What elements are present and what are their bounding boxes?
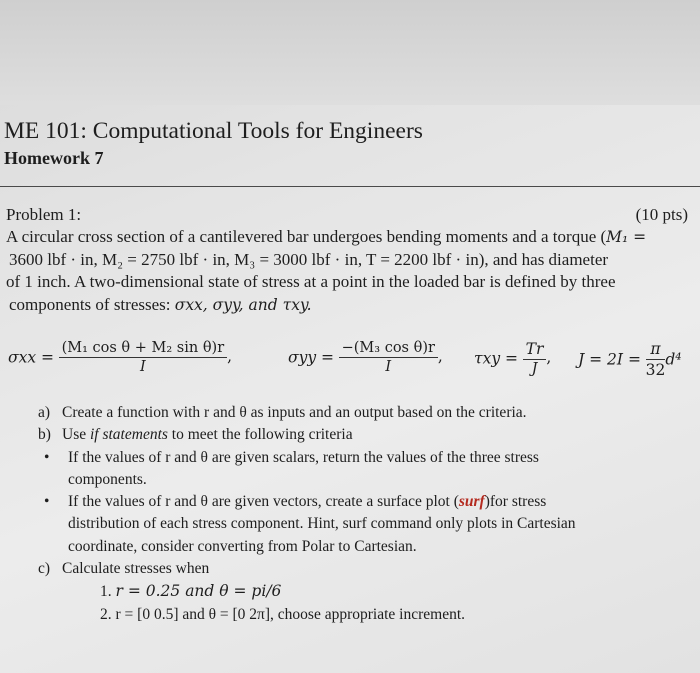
problem-points: (10 pts) <box>635 205 688 224</box>
statement-line-1: A circular cross section of a cantilevered bar undergoes bending moments and a torque (M₁ = <box>6 227 647 246</box>
course-title: ME 101: Computational Tools for Engineers <box>4 118 423 144</box>
task-b-bullet-2: • If the values of r and θ are given vectors, create a surface plot (surf)for stress <box>38 491 693 513</box>
tau-xy-denominator: J <box>531 361 538 377</box>
statement-line-2: 3600 lbf · in, M₂ = 2750 lbf · in, M₃ = 3000 lbf · in, T = 2200 lbf · in), and has diameter <box>9 249 609 269</box>
statement-line-3: of 1 inch. A two-dimensional state of stress at a point in the loaded bar is defined by three <box>6 272 616 292</box>
task-a: a) Create a function with r and θ as inputs and an output based on the criteria. <box>38 404 527 421</box>
sigma-xx-equation: σxx = $\frac{\text{(M₁ cos θ + M₂ sin θ)r}}{I}$ , <box>8 340 233 375</box>
sigma-yy-denominator: I <box>385 359 392 375</box>
task-c-item-1: 1. r = 0.25 and θ = pi/6 <box>100 582 282 601</box>
divider <box>0 186 700 187</box>
bullet-icon: • <box>44 448 50 466</box>
bullet-icon: • <box>44 493 50 511</box>
statement-line-4: components of stresses: σxx, σyy, and τxy. <box>9 294 312 314</box>
task-b-bullet-2-cont1: distribution of each stress component. Hint, surf command only plots in Cartesian <box>68 515 576 533</box>
problem-label: Problem 1: <box>6 205 82 224</box>
sigma-yy-numerator: −(M₃ cos θ)r <box>339 340 438 358</box>
homework-title: Homework 7 <box>4 148 104 168</box>
j-denominator: 32 <box>645 361 666 379</box>
sigma-xx-numerator: (M₁ cos θ + M₂ sin θ)r <box>59 340 228 358</box>
problem-statement <box>6 226 694 316</box>
task-b: b) Use if statements to meet the following criteria <box>38 426 353 444</box>
tau-xy-numerator: Tr <box>523 340 547 360</box>
task-c: c) Calculate stresses when <box>38 560 210 578</box>
task-b-bullet-1: • If the values of r and θ are given scalars, return the values of the three stress <box>38 447 693 469</box>
sigma-yy-equation: σyy = $\frac{\text{−(M₃ cos θ)r}}{I}$ , <box>288 340 443 375</box>
task-b-bullet-2-cont2: coordinate, consider converting from Polar to Cartesian. <box>68 537 417 555</box>
j-equation: J = 2I = $\frac{\pi}{32}$ d⁴ <box>578 340 682 379</box>
task-c-item-2: 2. r = [0 0.5] and θ = [0 2π], choose appropriate increment. <box>100 605 466 623</box>
sigma-xx-denominator: I <box>140 359 146 375</box>
task-b-bullet-1-cont: components. <box>68 470 147 488</box>
j-numerator: π <box>646 340 666 360</box>
surf-keyword: surf <box>458 493 485 511</box>
task-list <box>38 402 693 626</box>
tau-xy-equation: τxy = $\frac{Tr}{J}$ , <box>474 340 552 377</box>
